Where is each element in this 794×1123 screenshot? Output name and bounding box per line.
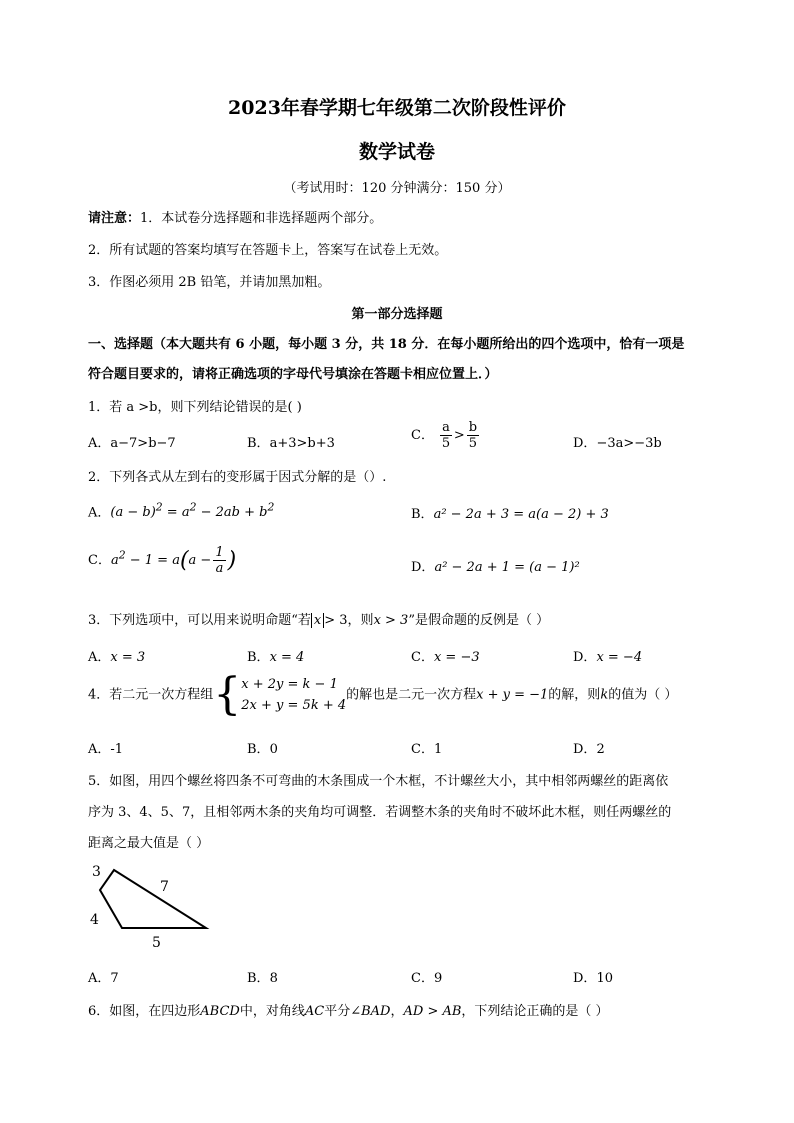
q5-option-a (88, 967, 119, 986)
q4-option-b (247, 738, 278, 757)
q1-option-a (88, 432, 176, 451)
q1-a-label: A． (88, 436, 111, 451)
q4-d-text: 2 (596, 742, 605, 757)
q6-diag: AC (304, 1004, 325, 1019)
q5-label-side7: 7 (160, 879, 169, 895)
q2-c-expr: $a^2 - 1 = a(a$ − $\frac{1}{a}$ ) (110, 545, 237, 576)
q4-stem-post: 的值为（ ） (608, 687, 678, 703)
q3-option-d (573, 646, 642, 665)
q3-d-text: x = −4 (596, 650, 643, 665)
q1-option-d (573, 432, 662, 451)
q4-eq2: 2x + y = 5k + 4 (241, 698, 347, 713)
q3-b-text: x = 4 (269, 650, 305, 665)
q5-label-side4: 4 (90, 912, 99, 928)
q4-system (241, 674, 346, 716)
q5-label-side3: 3 (92, 864, 101, 880)
q5-c-text: 9 (433, 971, 443, 986)
q3-a-text: x = 3 (110, 650, 146, 665)
q3-option-c (411, 646, 480, 665)
q1-b-text: a+3>b+3 (269, 436, 335, 451)
q5-option-d (573, 967, 613, 986)
q5-d-label: D． (573, 971, 597, 986)
q4-b-text: 0 (269, 742, 278, 757)
note-1-text: 1．本试卷分选择题和非选择题两个部分。 (140, 211, 383, 226)
q4-brace: { (213, 669, 242, 720)
note-3: 3．作图必须用 2B 铅笔，并请加黑加粗。 (88, 275, 331, 290)
q6-quad: ABCD (200, 1004, 240, 1019)
q4-stem-mid2: 的解，则 (548, 687, 601, 703)
q1-c-frac1 (440, 420, 452, 451)
q5-line3: 距离之最大值是（ ） (88, 836, 210, 851)
q4-stem-pre: 4．若二元一次方程组 (88, 687, 214, 703)
q1-c-den1: 5 (441, 436, 451, 451)
q3-option-a (88, 646, 145, 665)
q2-d-label: D． (411, 560, 435, 575)
page-title: 2023年春学期七年级第二次阶段性评价 (228, 97, 566, 119)
section1-line1: 一、选择题（本大题共有 6 小题，每小题 3 分，共 18 分．在每小题所给出的四个选项中，恰有一项是 (88, 337, 685, 352)
section1-line2: 符合题目要求的，请将正确选项的字母代号填涂在答题卡相应位置上．） (88, 367, 498, 382)
q4-stem-mid: 的解也是二元一次方程 (346, 687, 477, 703)
q5-figure-quadrilateral (80, 858, 220, 950)
q4-var-k: k (600, 687, 609, 703)
q1-d-text: −3a>−3b (596, 436, 662, 451)
q3-stem-mid: > 3，则 (324, 613, 374, 628)
q2-stem: 2．下列各式从左到右的变形属于因式分解的是（）. (88, 470, 387, 485)
q3-stem-pre: 3．下列选项中，可以用来说明命题“若 (88, 613, 311, 628)
q1-c-op: > (453, 428, 465, 443)
q5-label-side5: 5 (152, 935, 161, 950)
exam-info: （考试用时：120 分钟满分：150 分） (283, 181, 511, 196)
q3-abs-x: x (311, 613, 324, 628)
q4-c-label: C． (411, 742, 434, 757)
q2-c-label: C． (88, 553, 111, 568)
q4-d-label: D． (573, 742, 597, 757)
note-1 (88, 207, 382, 226)
q6-stem-pre: 6．如图，在四边形 (88, 1004, 201, 1019)
q3-stem-cond: x > 3 (373, 613, 409, 628)
q3-stem-post: ”是假命题的反例是（ ） (408, 613, 550, 628)
q5-quadrilateral-shape (100, 870, 206, 928)
q5-b-text: 8 (269, 971, 278, 986)
note-2: 2．所有试题的答案均填写在答题卡上，答案写在试卷上无效。 (88, 243, 448, 258)
q3-c-text: x = −3 (433, 650, 480, 665)
part1-title: 第一部分选择题 (351, 307, 443, 322)
q1-c-num1: a (442, 420, 450, 435)
q1-option-c (411, 420, 481, 451)
q2-a-expr: $(a - b)^2 = a^2 - 2ab + b^2$ (110, 501, 275, 521)
q1-c-num2: b (468, 420, 478, 435)
q5-line1: 5．如图，用四个螺丝将四条不可弯曲的木条围成一个木框，不计螺丝大小，其中相邻两螺丝的距离依 (88, 774, 669, 789)
q2-b-label: B． (411, 507, 434, 522)
q1-b-label: B． (247, 436, 270, 451)
q6-stem (88, 1000, 609, 1019)
q4-eq1: x + 2y = k − 1 (241, 677, 338, 692)
q1-c-label: C． (411, 428, 434, 443)
q2-option-b (411, 503, 609, 522)
q5-c-label: C． (411, 971, 434, 986)
q6-angle: ∠BAD (350, 1004, 391, 1019)
q4-option-d (573, 738, 605, 757)
q2-b-expr: a² − 2a + 3 = a(a − 2) + 3 (433, 507, 609, 522)
q3-d-label: D． (573, 650, 597, 665)
q4-a-text: -1 (110, 742, 124, 757)
q2-d-expr: a² − 2a + 1 = (a − 1)² (434, 560, 580, 575)
q1-a-text: a−7>b−7 (110, 436, 176, 451)
q2-option-a (88, 501, 274, 520)
q1-option-b (247, 432, 335, 451)
q2-a-label: A． (88, 505, 111, 521)
q5-b-label: B． (247, 971, 270, 986)
q6-sep: ， (390, 1004, 404, 1019)
q6-stem-a: 中，对角线 (239, 1004, 305, 1019)
q2-option-c (88, 545, 236, 576)
page-subtitle: 数学试卷 (358, 141, 435, 163)
q4-option-a (88, 738, 123, 757)
q1-d-label: D． (573, 436, 597, 451)
q5-option-b (247, 967, 278, 986)
q2-option-d (411, 556, 580, 575)
q3-stem (88, 609, 549, 628)
q6-stem-b: 平分 (324, 1004, 351, 1019)
q1-c-den2: 5 (468, 436, 478, 451)
q6-stem-post: ，下列结论正确的是（ ） (461, 1004, 609, 1019)
note-label: 请注意： (88, 211, 141, 226)
q5-a-text: 7 (110, 971, 119, 986)
q3-option-b (247, 646, 304, 665)
q4-eq3: x + y = −1 (476, 687, 549, 703)
q3-c-label: C． (411, 650, 434, 665)
q4-option-c (411, 738, 442, 757)
q5-a-label: A． (88, 971, 111, 986)
q4-b-label: B． (247, 742, 270, 757)
q4-c-text: 1 (433, 742, 443, 757)
q6-ineq: AD > AB (403, 1004, 462, 1019)
q3-b-label: B． (247, 650, 270, 665)
q5-d-text: 10 (596, 971, 613, 986)
q4-stem (88, 669, 678, 720)
q5-option-c (411, 967, 442, 986)
q3-a-label: A． (88, 650, 111, 665)
q4-a-label: A． (88, 742, 111, 757)
q1-stem: 1．若 a >b，则下列结论错误的是( ) (88, 400, 302, 415)
q1-c-frac2 (467, 420, 479, 451)
q5-line2: 序为 3、4、5、7，且相邻两木条的夹角均可调整．若调整木条的夹角时不破坏此木框，则任两螺丝的 (88, 805, 672, 820)
